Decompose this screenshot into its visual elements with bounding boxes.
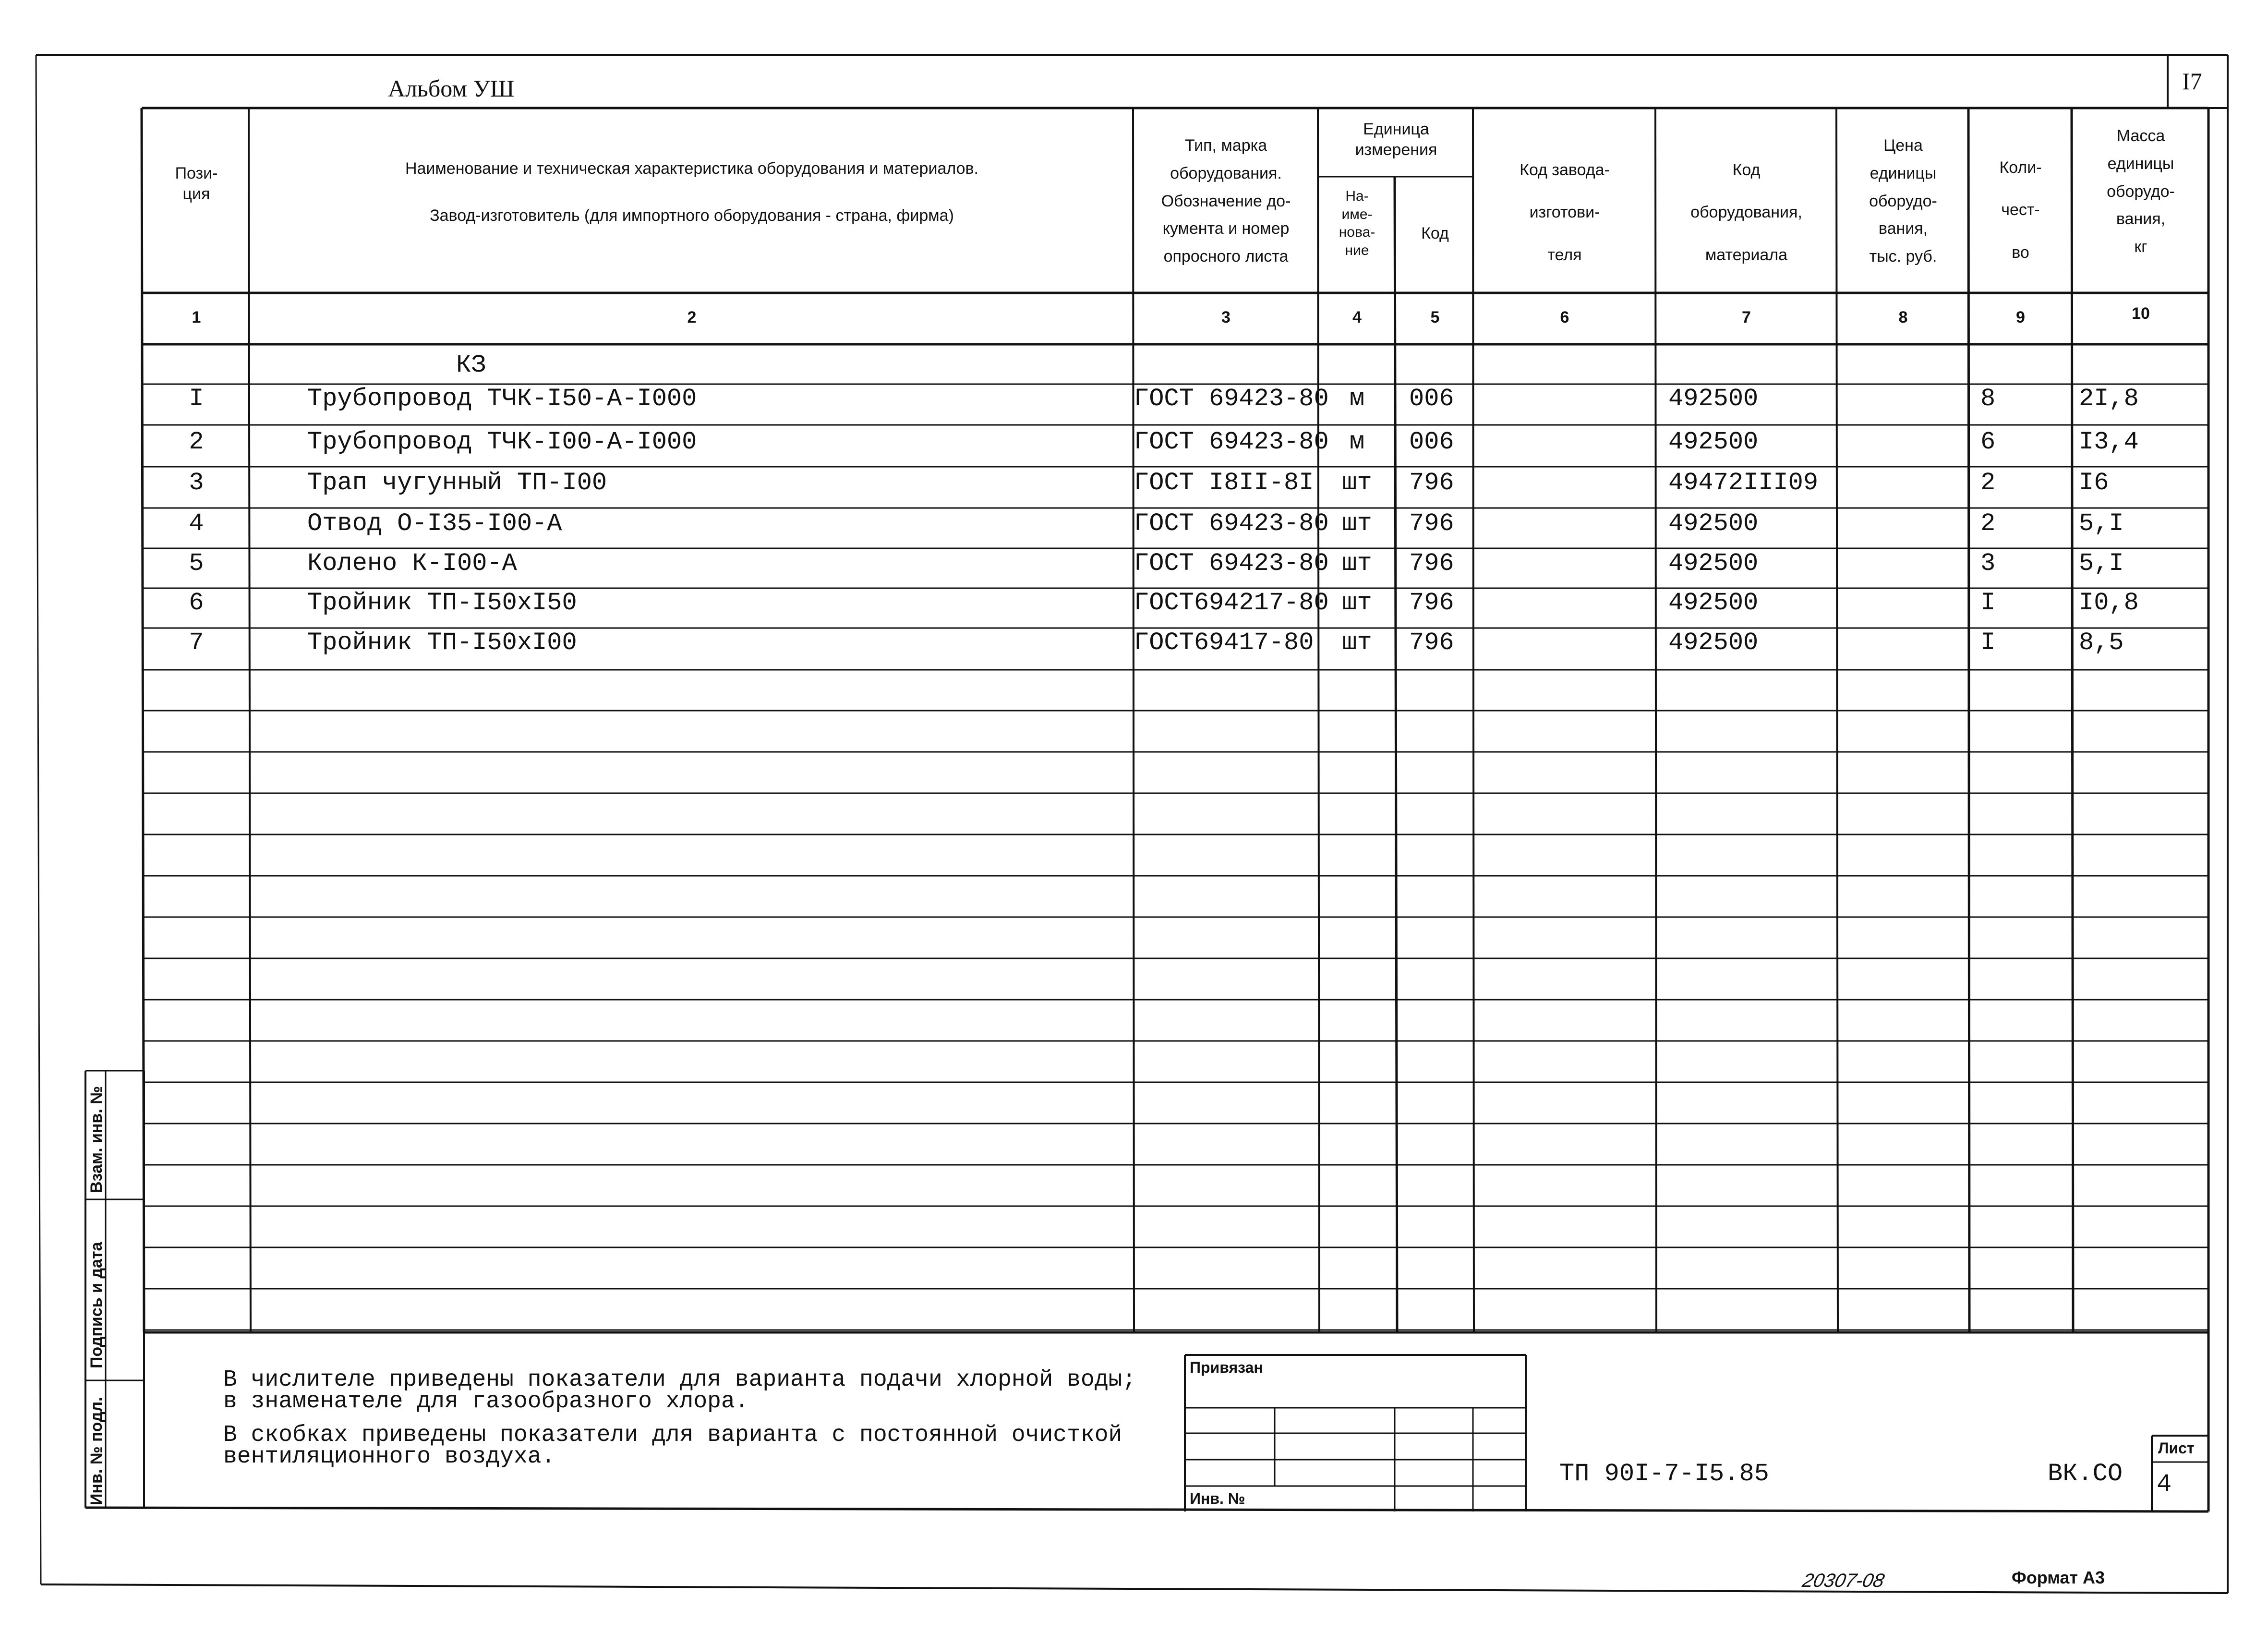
cell-equipment-code: 492500: [1668, 589, 1759, 617]
page-number: I7: [2182, 68, 2202, 95]
cell-name: Трап чугунный ТП-I00: [307, 469, 607, 497]
stamp-podpis-data: Подпись и дата: [87, 1242, 106, 1368]
cell-unit: шт: [1342, 629, 1372, 657]
cell-quantity: I: [1980, 629, 1996, 657]
cell-equipment-code: 492500: [1668, 509, 1759, 538]
cell-name: Трубопровод ТЧК-I50-А-I000: [307, 385, 697, 413]
doc-code: ТП 90I-7-I5.85: [1559, 1460, 1769, 1488]
stamp-inv-podl: Инв. № подл.: [87, 1397, 106, 1505]
cell-mass: 5,I: [2079, 509, 2124, 538]
cell-doc: ГОСТ 69423-80: [1134, 549, 1329, 578]
cell-unit: шт: [1342, 549, 1372, 578]
colnum-10: 10: [2132, 304, 2150, 323]
cell-unit-code: 796: [1409, 469, 1454, 497]
cell-unit: шт: [1342, 589, 1372, 617]
cell-doc: ГОСТ 69423-80: [1134, 509, 1329, 538]
cell-position: 4: [189, 509, 204, 538]
header-equipment-code: Код оборудования, материала: [1690, 161, 1802, 264]
cell-name: Трубопровод ТЧК-I00-А-I000: [307, 428, 697, 456]
cell-unit-code: 796: [1409, 589, 1454, 617]
header-maker-code: Код завода- изготови- теля: [1520, 161, 1610, 264]
cell-doc: ГОСТ69417-80: [1134, 629, 1314, 657]
cell-unit-code: 006: [1409, 385, 1454, 413]
archive-number: 20307-08: [1800, 1570, 1886, 1591]
album-title: Альбом УШ: [388, 75, 515, 102]
cell-doc: ГОСТ 69423-80: [1134, 428, 1329, 456]
header-unit-code: Код: [1421, 224, 1449, 242]
note-line1: В числителе приведены показатели для варианта подачи хлорной воды;: [223, 1367, 1136, 1393]
cell-unit-code: 796: [1409, 509, 1454, 538]
colnum-9: 9: [2016, 308, 2025, 326]
cell-equipment-code: 492500: [1668, 549, 1759, 578]
cell-mass: I3,4: [2079, 428, 2139, 456]
colnum-7: 7: [1742, 308, 1751, 326]
cell-equipment-code: 49472III09: [1668, 469, 1819, 497]
cell-unit: м: [1349, 428, 1365, 456]
cell-mass: I6: [2079, 469, 2109, 497]
cell-quantity: 2: [1980, 469, 1996, 497]
stamp-vzam-inv: Взам. инв. №: [87, 1086, 106, 1193]
cell-position: 2: [189, 428, 204, 456]
cell-name: Тройник ТП-I50хI50: [307, 589, 577, 617]
note-line4: вентиляционного воздуха.: [223, 1444, 555, 1470]
cell-quantity: 2: [1980, 509, 1996, 538]
cell-unit-code: 796: [1409, 549, 1454, 578]
cell-doc: ГОСТ 69423-80: [1134, 385, 1329, 413]
cell-position: 6: [189, 589, 204, 617]
header-mass: Масса единицы оборудо- вания, кг: [2107, 127, 2175, 256]
note-line2: в знаменателе для газообразного хлора.: [223, 1389, 749, 1414]
cell-quantity: 8: [1980, 385, 1996, 413]
header-name-line2: Завод-изготовитель (для импортного оборудования - страна, фирма): [430, 206, 954, 225]
sheet-number: 4: [2157, 1470, 2172, 1499]
privyazan-label: Привязан: [1190, 1359, 1263, 1376]
colnum-4: 4: [1352, 308, 1362, 326]
note-line3: В скобках приведены показатели для варианта с постоянной очисткой: [223, 1422, 1122, 1448]
colnum-6: 6: [1560, 308, 1569, 326]
doc-mark: ВК.СО: [2048, 1460, 2123, 1488]
colnum-5: 5: [1430, 308, 1440, 326]
section-label: КЗ: [456, 351, 486, 379]
cell-unit-code: 796: [1409, 629, 1454, 657]
cell-name: Тройник ТП-I50хI00: [307, 629, 577, 657]
colnum-2: 2: [687, 308, 697, 326]
header-type-doc: Тип, марка оборудования. Обозначение до- кумента и номер опросного листа: [1161, 136, 1291, 266]
header-unit-group: Единица измерения: [1355, 120, 1437, 159]
cell-unit: шт: [1342, 509, 1372, 538]
cell-doc: ГОСТ694217-80: [1134, 589, 1329, 617]
format-label: Формат А3: [2012, 1568, 2105, 1587]
cell-name: Отвод О-I35-I00-А: [307, 509, 562, 538]
cell-equipment-code: 492500: [1668, 385, 1759, 413]
cell-equipment-code: 492500: [1668, 629, 1759, 657]
colnum-1: 1: [192, 308, 201, 326]
header-quantity: Коли- чест- во: [1999, 158, 2042, 262]
cell-unit-code: 006: [1409, 428, 1454, 456]
sheet-label: Лист: [2158, 1439, 2195, 1457]
cell-position: I: [189, 385, 204, 413]
cell-mass: I0,8: [2079, 589, 2139, 617]
cell-doc: ГОСТ I8II-8I: [1134, 469, 1314, 497]
cell-name: Колено К-I00-А: [307, 549, 517, 578]
inv-no-label: Инв. №: [1190, 1490, 1245, 1507]
cell-mass: 5,I: [2079, 549, 2124, 578]
cell-position: 3: [189, 469, 204, 497]
cell-quantity: 3: [1980, 549, 1996, 578]
cell-position: 5: [189, 549, 204, 578]
cell-unit: шт: [1342, 469, 1372, 497]
header-unit-name: На- име- нова- ние: [1339, 188, 1375, 258]
colnum-8: 8: [1898, 308, 1908, 326]
header-name-line1: Наименование и техническая характеристика оборудования и материалов.: [405, 159, 979, 178]
cell-quantity: I: [1980, 589, 1996, 617]
cell-quantity: 6: [1980, 428, 1996, 456]
header-position: Пози- ция: [175, 164, 218, 203]
colnum-3: 3: [1221, 308, 1231, 326]
cell-mass: 2I,8: [2079, 385, 2139, 413]
header-price: Цена единицы оборудо- вания, тыс. руб.: [1869, 136, 1937, 266]
cell-unit: м: [1349, 385, 1365, 413]
cell-equipment-code: 492500: [1668, 428, 1759, 456]
cell-position: 7: [189, 629, 204, 657]
cell-mass: 8,5: [2079, 629, 2124, 657]
